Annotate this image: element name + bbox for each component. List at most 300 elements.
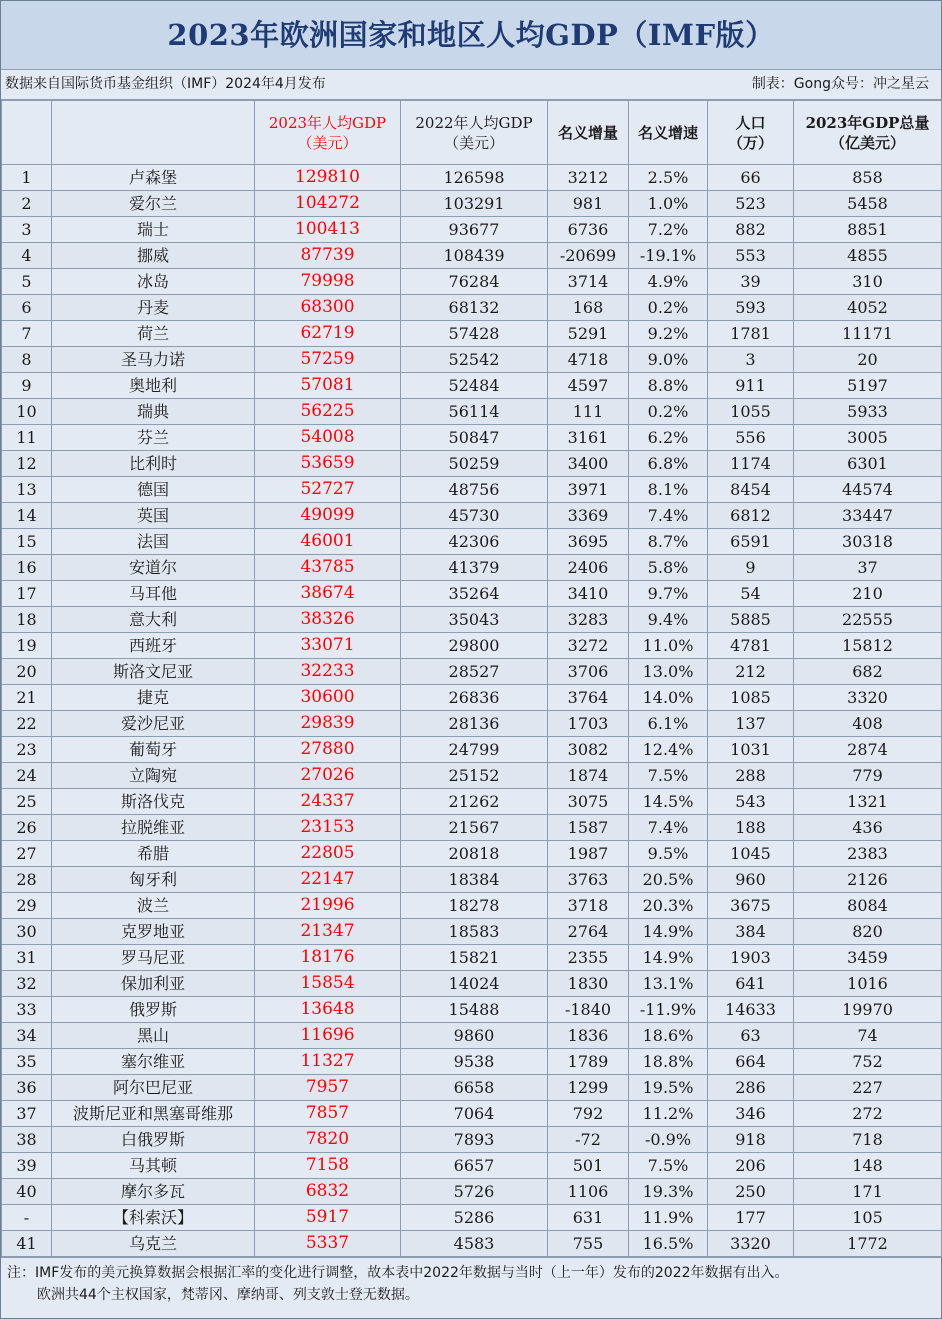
cell-nominal-growth: -0.9% (629, 1127, 708, 1153)
cell-gdp-2022: 21262 (401, 789, 548, 815)
cell-nominal-increase: 3763 (548, 867, 629, 893)
cell-country: 黑山 (52, 1023, 255, 1049)
cell-rank: 21 (2, 685, 52, 711)
table-body (2, 165, 942, 1257)
table-row (2, 919, 942, 945)
cell-population: 3 (708, 347, 794, 373)
cell-country: 德国 (52, 477, 255, 503)
cell-rank: 36 (2, 1075, 52, 1101)
cell-rank: 19 (2, 633, 52, 659)
cell-gdp-total: 148 (794, 1153, 942, 1179)
cell-gdp-2023: 24337 (255, 789, 401, 815)
table-row (2, 217, 942, 243)
cell-nominal-increase: 3161 (548, 425, 629, 451)
footnote (1, 1257, 941, 1309)
cell-gdp-2022: 9538 (401, 1049, 548, 1075)
cell-gdp-2022: 52484 (401, 373, 548, 399)
cell-gdp-2022: 7893 (401, 1127, 548, 1153)
cell-gdp-total: 210 (794, 581, 942, 607)
cell-country: 意大利 (52, 607, 255, 633)
cell-country: 法国 (52, 529, 255, 555)
cell-population: 1781 (708, 321, 794, 347)
table-row (2, 893, 942, 919)
cell-gdp-total: 5458 (794, 191, 942, 217)
cell-gdp-2022: 42306 (401, 529, 548, 555)
cell-gdp-2023: 43785 (255, 555, 401, 581)
cell-nominal-growth: 4.9% (629, 269, 708, 295)
cell-gdp-2022: 20818 (401, 841, 548, 867)
cell-nominal-growth: 19.5% (629, 1075, 708, 1101)
cell-population: 346 (708, 1101, 794, 1127)
cell-gdp-2023: 56225 (255, 399, 401, 425)
cell-population: 1903 (708, 945, 794, 971)
cell-rank: 38 (2, 1127, 52, 1153)
cell-country: 希腊 (52, 841, 255, 867)
cell-gdp-2022: 108439 (401, 243, 548, 269)
cell-gdp-total: 2383 (794, 841, 942, 867)
cell-gdp-total: 171 (794, 1179, 942, 1205)
cell-nominal-increase: 1987 (548, 841, 629, 867)
cell-gdp-2023: 68300 (255, 295, 401, 321)
table-row (2, 243, 942, 269)
cell-nominal-increase: 3764 (548, 685, 629, 711)
cell-gdp-total: 858 (794, 165, 942, 191)
cell-nominal-growth: 18.8% (629, 1049, 708, 1075)
cell-country: 克罗地亚 (52, 919, 255, 945)
table-row (2, 477, 942, 503)
cell-gdp-2022: 6658 (401, 1075, 548, 1101)
cell-gdp-total: 408 (794, 711, 942, 737)
cell-population: 593 (708, 295, 794, 321)
cell-rank: 6 (2, 295, 52, 321)
table-row (2, 607, 942, 633)
table-row (2, 685, 942, 711)
cell-rank: 33 (2, 997, 52, 1023)
cell-country: 丹麦 (52, 295, 255, 321)
cell-country: 斯洛文尼亚 (52, 659, 255, 685)
cell-gdp-total: 8851 (794, 217, 942, 243)
cell-gdp-2022: 9860 (401, 1023, 548, 1049)
cell-rank: 12 (2, 451, 52, 477)
cell-gdp-2022: 5286 (401, 1205, 548, 1231)
table-row (2, 1153, 942, 1179)
cell-nominal-growth: 14.0% (629, 685, 708, 711)
cell-nominal-increase: 3714 (548, 269, 629, 295)
cell-country: 斯洛伐克 (52, 789, 255, 815)
cell-gdp-total: 779 (794, 763, 942, 789)
cell-gdp-2022: 5726 (401, 1179, 548, 1205)
cell-population: 641 (708, 971, 794, 997)
cell-nominal-growth: 7.4% (629, 815, 708, 841)
cell-gdp-total: 2126 (794, 867, 942, 893)
cell-population: 1055 (708, 399, 794, 425)
cell-gdp-2022: 93677 (401, 217, 548, 243)
cell-nominal-growth: 13.0% (629, 659, 708, 685)
cell-gdp-2022: 50259 (401, 451, 548, 477)
cell-rank: 16 (2, 555, 52, 581)
cell-rank: 4 (2, 243, 52, 269)
cell-nominal-growth: 14.9% (629, 945, 708, 971)
cell-country: 罗马尼亚 (52, 945, 255, 971)
cell-nominal-growth: 11.0% (629, 633, 708, 659)
table-row (2, 191, 942, 217)
cell-gdp-2023: 5337 (255, 1231, 401, 1257)
cell-gdp-2022: 76284 (401, 269, 548, 295)
cell-nominal-increase: 5291 (548, 321, 629, 347)
cell-population: 6812 (708, 503, 794, 529)
table-row (2, 737, 942, 763)
cell-rank: 14 (2, 503, 52, 529)
cell-gdp-2023: 30600 (255, 685, 401, 711)
cell-gdp-total: 3320 (794, 685, 942, 711)
cell-population: 137 (708, 711, 794, 737)
cell-gdp-2023: 129810 (255, 165, 401, 191)
cell-population: 206 (708, 1153, 794, 1179)
cell-gdp-total: 1321 (794, 789, 942, 815)
cell-gdp-2023: 57259 (255, 347, 401, 373)
cell-gdp-total: 1772 (794, 1231, 942, 1257)
cell-gdp-2023: 38326 (255, 607, 401, 633)
cell-population: 882 (708, 217, 794, 243)
cell-nominal-increase: -20699 (548, 243, 629, 269)
cell-nominal-growth: 9.5% (629, 841, 708, 867)
cell-gdp-2022: 29800 (401, 633, 548, 659)
header-rank (2, 101, 52, 165)
cell-population: 4781 (708, 633, 794, 659)
cell-nominal-increase: -72 (548, 1127, 629, 1153)
cell-gdp-2023: 100413 (255, 217, 401, 243)
cell-nominal-increase: 792 (548, 1101, 629, 1127)
table-row (2, 841, 942, 867)
cell-country: 圣马力诺 (52, 347, 255, 373)
table-row (2, 971, 942, 997)
cell-gdp-total: 752 (794, 1049, 942, 1075)
cell-gdp-total: 682 (794, 659, 942, 685)
cell-gdp-2023: 27026 (255, 763, 401, 789)
cell-country: 瑞士 (52, 217, 255, 243)
cell-gdp-total: 30318 (794, 529, 942, 555)
table-row (2, 269, 942, 295)
cell-nominal-growth: 2.5% (629, 165, 708, 191)
cell-country: 西班牙 (52, 633, 255, 659)
cell-population: 177 (708, 1205, 794, 1231)
cell-gdp-total: 15812 (794, 633, 942, 659)
cell-nominal-increase: -1840 (548, 997, 629, 1023)
cell-gdp-2023: 23153 (255, 815, 401, 841)
cell-nominal-increase: 2355 (548, 945, 629, 971)
cell-rank: 40 (2, 1179, 52, 1205)
cell-gdp-2022: 18384 (401, 867, 548, 893)
cell-nominal-increase: 3283 (548, 607, 629, 633)
cell-gdp-2022: 45730 (401, 503, 548, 529)
cell-gdp-2023: 22147 (255, 867, 401, 893)
cell-gdp-total: 105 (794, 1205, 942, 1231)
table-row (2, 997, 942, 1023)
cell-gdp-2022: 21567 (401, 815, 548, 841)
cell-nominal-growth: 1.0% (629, 191, 708, 217)
cell-gdp-2023: 62719 (255, 321, 401, 347)
cell-gdp-2022: 35264 (401, 581, 548, 607)
cell-gdp-total: 820 (794, 919, 942, 945)
cell-nominal-increase: 3369 (548, 503, 629, 529)
page-title: 2023年欧洲国家和地区人均GDP（IMF版） (1, 1, 941, 70)
cell-nominal-growth: 6.2% (629, 425, 708, 451)
cell-nominal-growth: 0.2% (629, 399, 708, 425)
cell-population: 5885 (708, 607, 794, 633)
cell-gdp-total: 74 (794, 1023, 942, 1049)
cell-gdp-2023: 46001 (255, 529, 401, 555)
cell-nominal-growth: -19.1% (629, 243, 708, 269)
cell-country: 比利时 (52, 451, 255, 477)
cell-country: 乌克兰 (52, 1231, 255, 1257)
cell-gdp-2022: 35043 (401, 607, 548, 633)
cell-rank: 3 (2, 217, 52, 243)
cell-nominal-growth: 16.5% (629, 1231, 708, 1257)
cell-rank: 30 (2, 919, 52, 945)
cell-gdp-2022: 57428 (401, 321, 548, 347)
cell-population: 6591 (708, 529, 794, 555)
cell-nominal-growth: 0.2% (629, 295, 708, 321)
cell-rank: - (2, 1205, 52, 1231)
cell-country: 波兰 (52, 893, 255, 919)
cell-population: 1045 (708, 841, 794, 867)
cell-rank: 11 (2, 425, 52, 451)
table-row (2, 503, 942, 529)
cell-gdp-2022: 7064 (401, 1101, 548, 1127)
table-row (2, 789, 942, 815)
cell-country: 塞尔维亚 (52, 1049, 255, 1075)
cell-population: 523 (708, 191, 794, 217)
cell-gdp-total: 272 (794, 1101, 942, 1127)
cell-gdp-2023: 6832 (255, 1179, 401, 1205)
cell-rank: 27 (2, 841, 52, 867)
table-row (2, 425, 942, 451)
cell-gdp-2023: 22805 (255, 841, 401, 867)
cell-gdp-2023: 7857 (255, 1101, 401, 1127)
cell-population: 39 (708, 269, 794, 295)
cell-rank: 10 (2, 399, 52, 425)
cell-gdp-total: 3459 (794, 945, 942, 971)
cell-rank: 22 (2, 711, 52, 737)
cell-gdp-total: 19970 (794, 997, 942, 1023)
cell-nominal-growth: 18.6% (629, 1023, 708, 1049)
cell-gdp-2023: 104272 (255, 191, 401, 217)
cell-nominal-growth: 7.2% (629, 217, 708, 243)
cell-gdp-total: 6301 (794, 451, 942, 477)
table-row (2, 1231, 942, 1257)
cell-gdp-total: 33447 (794, 503, 942, 529)
header-gdp-2022: 2022年人均GDP （美元） (401, 101, 548, 165)
cell-population: 8454 (708, 477, 794, 503)
header-gdp-total: 2023年GDP总量 （亿美元） (794, 101, 942, 165)
header-gdp-2023: 2023年人均GDP （美元） (255, 101, 401, 165)
cell-gdp-2023: 11327 (255, 1049, 401, 1075)
cell-nominal-increase: 3706 (548, 659, 629, 685)
cell-rank: 34 (2, 1023, 52, 1049)
cell-country: 安道尔 (52, 555, 255, 581)
cell-population: 54 (708, 581, 794, 607)
cell-rank: 25 (2, 789, 52, 815)
cell-country: 【科索沃】 (52, 1205, 255, 1231)
cell-gdp-2022: 28527 (401, 659, 548, 685)
cell-gdp-2022: 6657 (401, 1153, 548, 1179)
cell-gdp-total: 4052 (794, 295, 942, 321)
cell-gdp-2022: 24799 (401, 737, 548, 763)
cell-nominal-increase: 3272 (548, 633, 629, 659)
cell-gdp-2023: 21996 (255, 893, 401, 919)
cell-nominal-increase: 1703 (548, 711, 629, 737)
cell-nominal-growth: 13.1% (629, 971, 708, 997)
cell-gdp-2023: 29839 (255, 711, 401, 737)
cell-population: 384 (708, 919, 794, 945)
cell-gdp-2022: 68132 (401, 295, 548, 321)
cell-rank: 24 (2, 763, 52, 789)
footnote-line-2: 欧洲共44个主权国家，梵蒂冈、摩纳哥、列支敦士登无数据。 (37, 1287, 419, 1303)
cell-rank: 32 (2, 971, 52, 997)
cell-gdp-2023: 52727 (255, 477, 401, 503)
cell-population: 1174 (708, 451, 794, 477)
cell-gdp-2023: 15854 (255, 971, 401, 997)
cell-rank: 8 (2, 347, 52, 373)
cell-gdp-2022: 103291 (401, 191, 548, 217)
cell-gdp-2023: 53659 (255, 451, 401, 477)
cell-nominal-growth: 9.2% (629, 321, 708, 347)
cell-gdp-2022: 14024 (401, 971, 548, 997)
cell-country: 阿尔巴尼亚 (52, 1075, 255, 1101)
cell-rank: 2 (2, 191, 52, 217)
cell-gdp-2022: 18583 (401, 919, 548, 945)
cell-nominal-growth: 14.9% (629, 919, 708, 945)
cell-nominal-growth: 9.0% (629, 347, 708, 373)
cell-population: 288 (708, 763, 794, 789)
cell-gdp-total: 436 (794, 815, 942, 841)
cell-gdp-2022: 26836 (401, 685, 548, 711)
cell-country: 挪威 (52, 243, 255, 269)
cell-gdp-2022: 25152 (401, 763, 548, 789)
cell-gdp-total: 2874 (794, 737, 942, 763)
cell-rank: 37 (2, 1101, 52, 1127)
cell-nominal-growth: 20.5% (629, 867, 708, 893)
cell-gdp-2023: 33071 (255, 633, 401, 659)
cell-nominal-growth: 6.8% (629, 451, 708, 477)
header-nominal-growth: 名义增速 (629, 101, 708, 165)
cell-rank: 13 (2, 477, 52, 503)
cell-population: 543 (708, 789, 794, 815)
cell-population: 911 (708, 373, 794, 399)
cell-country: 爱尔兰 (52, 191, 255, 217)
cell-nominal-growth: 5.8% (629, 555, 708, 581)
cell-gdp-total: 227 (794, 1075, 942, 1101)
cell-gdp-total: 718 (794, 1127, 942, 1153)
cell-population: 212 (708, 659, 794, 685)
cell-nominal-increase: 1830 (548, 971, 629, 997)
cell-rank: 9 (2, 373, 52, 399)
cell-country: 葡萄牙 (52, 737, 255, 763)
cell-rank: 5 (2, 269, 52, 295)
footnote-line-1: 注：IMF发布的美元换算数据会根据汇率的变化进行调整，故本表中2022年数据与当时（上一年）发布的2022年数据有出入。 (7, 1265, 789, 1281)
cell-rank: 39 (2, 1153, 52, 1179)
cell-gdp-total: 5197 (794, 373, 942, 399)
table-row (2, 867, 942, 893)
header-nominal-increase: 名义增量 (548, 101, 629, 165)
cell-gdp-2022: 15821 (401, 945, 548, 971)
cell-gdp-total: 1016 (794, 971, 942, 997)
cell-nominal-increase: 1789 (548, 1049, 629, 1075)
cell-gdp-2023: 11696 (255, 1023, 401, 1049)
cell-gdp-total: 11171 (794, 321, 942, 347)
cell-nominal-increase: 755 (548, 1231, 629, 1257)
cell-nominal-growth: 9.7% (629, 581, 708, 607)
cell-population: 1031 (708, 737, 794, 763)
cell-nominal-growth: 7.5% (629, 763, 708, 789)
table-row (2, 633, 942, 659)
cell-gdp-2023: 32233 (255, 659, 401, 685)
cell-gdp-2022: 52542 (401, 347, 548, 373)
cell-gdp-total: 3005 (794, 425, 942, 451)
header-row (2, 101, 942, 165)
cell-rank: 35 (2, 1049, 52, 1075)
cell-nominal-increase: 981 (548, 191, 629, 217)
cell-nominal-increase: 3410 (548, 581, 629, 607)
cell-gdp-total: 44574 (794, 477, 942, 503)
cell-nominal-increase: 3082 (548, 737, 629, 763)
cell-gdp-2022: 28136 (401, 711, 548, 737)
cell-nominal-growth: 7.4% (629, 503, 708, 529)
cell-country: 英国 (52, 503, 255, 529)
cell-nominal-increase: 631 (548, 1205, 629, 1231)
cell-population: 188 (708, 815, 794, 841)
cell-nominal-growth: 8.7% (629, 529, 708, 555)
cell-nominal-increase: 3695 (548, 529, 629, 555)
cell-country: 白俄罗斯 (52, 1127, 255, 1153)
table-row (2, 399, 942, 425)
cell-nominal-increase: 1587 (548, 815, 629, 841)
cell-nominal-increase: 2406 (548, 555, 629, 581)
cell-gdp-2023: 5917 (255, 1205, 401, 1231)
cell-population: 556 (708, 425, 794, 451)
cell-nominal-growth: 14.5% (629, 789, 708, 815)
cell-rank: 20 (2, 659, 52, 685)
cell-population: 66 (708, 165, 794, 191)
cell-gdp-2023: 7158 (255, 1153, 401, 1179)
table-row (2, 1179, 942, 1205)
cell-country: 捷克 (52, 685, 255, 711)
cell-country: 爱沙尼亚 (52, 711, 255, 737)
cell-nominal-increase: 168 (548, 295, 629, 321)
table-row (2, 1101, 942, 1127)
cell-gdp-2022: 4583 (401, 1231, 548, 1257)
cell-gdp-total: 8084 (794, 893, 942, 919)
cell-country: 保加利亚 (52, 971, 255, 997)
cell-rank: 28 (2, 867, 52, 893)
table-row (2, 945, 942, 971)
data-source: 数据来自国际货币基金组织（IMF）2024年4月发布 (5, 76, 326, 92)
cell-gdp-2023: 79998 (255, 269, 401, 295)
cell-nominal-growth: -11.9% (629, 997, 708, 1023)
cell-gdp-total: 37 (794, 555, 942, 581)
header-country (52, 101, 255, 165)
cell-gdp-2023: 49099 (255, 503, 401, 529)
cell-nominal-increase: 3971 (548, 477, 629, 503)
table-row (2, 347, 942, 373)
table-row (2, 659, 942, 685)
cell-rank: 17 (2, 581, 52, 607)
table-row (2, 1049, 942, 1075)
gdp-table (1, 100, 942, 1257)
cell-gdp-total: 5933 (794, 399, 942, 425)
header-population: 人口 （万） (708, 101, 794, 165)
cell-gdp-2022: 41379 (401, 555, 548, 581)
